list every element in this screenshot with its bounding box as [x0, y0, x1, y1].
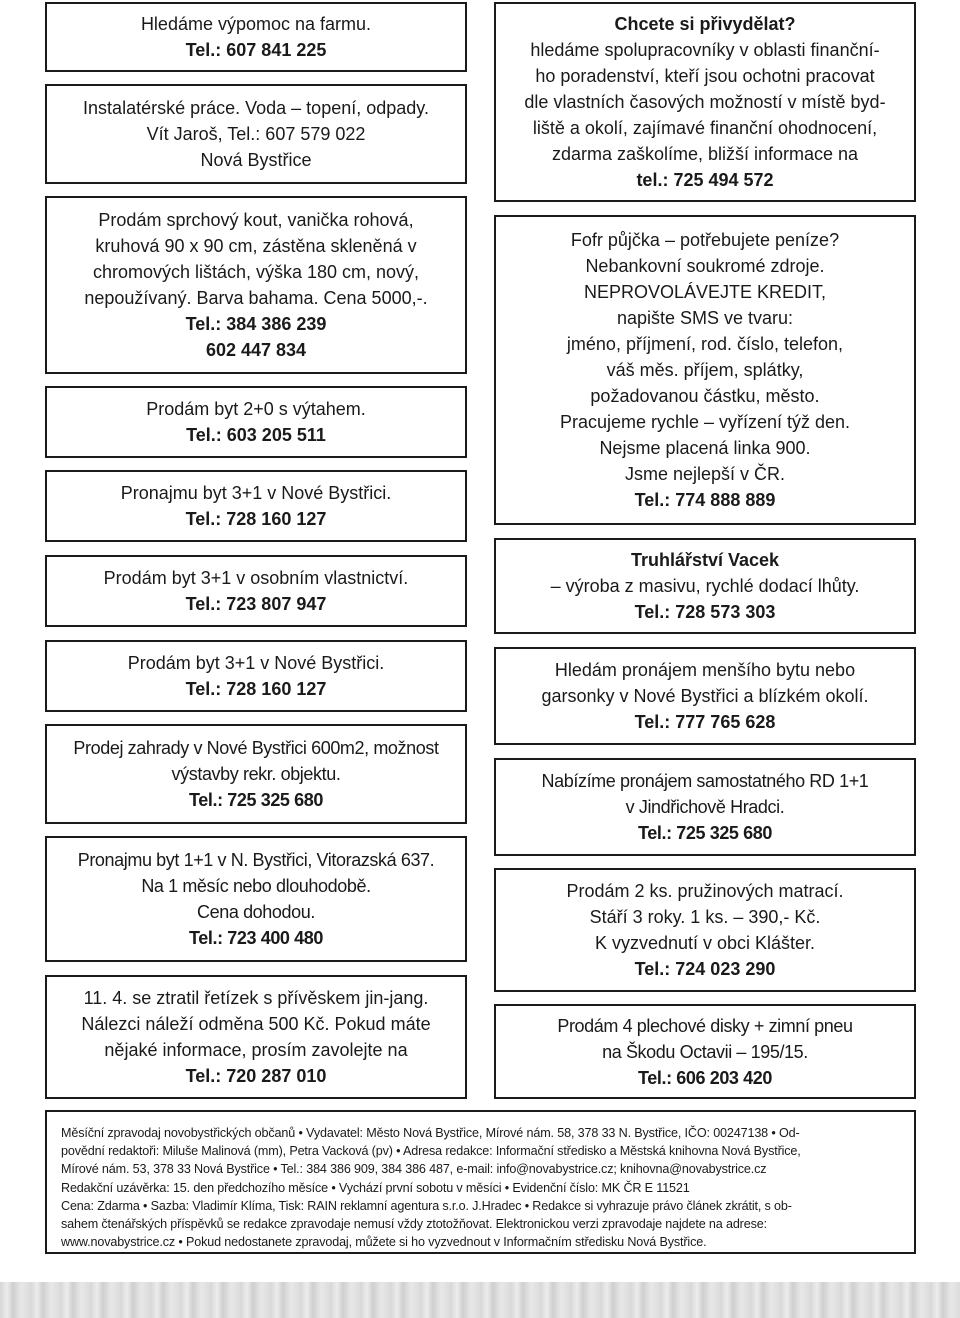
ad-heading: Truhlářství Vacek [630, 550, 780, 570]
imprint-line: Redakční uzávěrka: 15. den předchozího měsíce • Vychází první sobotu v měsíci • Evidenční číslo: MK ČR E 11521 [61, 1180, 690, 1195]
ad-line: 11. 4. se ztratil řetízek s přívěskem jin-jang. [83, 988, 429, 1008]
ad-phone: Tel.: 723 400 480 [189, 928, 323, 948]
ad-line: K vyzvednutí v obci Klášter. [594, 933, 816, 953]
ad-phone: Tel.: 728 160 127 [185, 509, 327, 529]
ad-line: váš měs. příjem, splátky, [606, 360, 804, 380]
ad-flat-3-1-nb [45, 640, 467, 712]
ad-phone: Tel.: 723 807 947 [185, 594, 327, 614]
ad-line: v Jindřichově Hradci. [625, 797, 785, 817]
ad-plumbing [45, 84, 467, 184]
ad-mattresses [494, 868, 916, 992]
ad-line: Cena dohodou. [197, 902, 315, 922]
ad-line: Pracujeme rychle – vyřízení týž den. [559, 412, 851, 432]
ad-line: Prodám 2 ks. pružinových matrací. [566, 881, 844, 901]
ad-flat-3-1-ownership [45, 555, 467, 627]
ad-line: Nabízíme pronájem samostatného RD 1+1 [541, 771, 869, 791]
ad-phone: Tel.: 728 160 127 [185, 679, 327, 699]
ad-line: jméno, příjmení, rod. číslo, telefon, [566, 334, 844, 354]
imprint-line: povědní redaktoři: Miluše Malinová (mm), Petra Vacková (pv) • Adresa redakce: Informační středisko a Městská knihovna Nová Bystřice, [61, 1144, 801, 1159]
ad-farm-help [45, 2, 467, 72]
ad-line: Prodám byt 3+1 v osobním vlastnictví. [103, 568, 409, 588]
ad-side-income [494, 2, 916, 202]
ad-line: Hledáme výpomoc na farmu. [140, 14, 372, 34]
ad-line: Prodej zahrady v Nové Bystřici 600m2, možnost [73, 738, 439, 758]
ad-line: Fofr půjčka – potřebujete peníze? [570, 230, 840, 250]
ad-line: Nebankovní soukromé zdroje. [585, 256, 825, 276]
ad-line: Vít Jaroš, Tel.: 607 579 022 [146, 124, 366, 144]
ad-phone: Tel.: 607 841 225 [185, 40, 327, 60]
ad-line: zdarma zaškolíme, bližší informace na [551, 144, 859, 164]
ad-phone: Tel.: 603 205 511 [186, 425, 326, 445]
ad-loan [494, 215, 916, 525]
imprint-line: www.novabystrice.cz • Pokud nedostanete zpravodaj, můžete si ho vyzvednout v Informačním středisku Nová Bystřice. [61, 1235, 707, 1250]
ad-phone: Tel.: 777 765 628 [634, 712, 776, 732]
ad-garden [45, 724, 467, 824]
ad-line: Stáří 3 roky. 1 ks. – 390,- Kč. [589, 907, 821, 927]
ad-line: Prodám byt 3+1 v Nové Bystřici. [127, 653, 385, 673]
ad-line: napište SMS ve tvaru: [616, 308, 794, 328]
ad-line: liště a okolí, zajímavé finanční ohodnocení, [532, 118, 878, 138]
ad-line: nepoužívaný. Barva bahama. Cena 5000,-. [84, 288, 428, 308]
ad-line: požadovanou částku, město. [590, 386, 820, 406]
imprint-line: Mírové nám. 53, 378 33 Nová Bystřice • Tel.: 384 386 909, 384 386 487, e-mail: info@novabystrice.cz; knihovna@novabystrice.cz [61, 1162, 767, 1177]
ad-line: kruhová 90 x 90 cm, zástěna skleněná v [95, 236, 417, 256]
imprint-footer [45, 1110, 916, 1254]
ad-line: Nálezci náleží odměna 500 Kč. Pokud máte [81, 1014, 431, 1034]
ad-rent-3-1 [45, 470, 467, 542]
ad-line: Nová Bystřice [200, 150, 312, 170]
ad-line: výstavby rekr. objektu. [171, 764, 341, 784]
ad-carpentry [494, 538, 916, 634]
ad-line: Hledám pronájem menšího bytu nebo [554, 660, 856, 680]
ad-line: Prodám byt 2+0 s výtahem. [146, 399, 366, 419]
ad-line: garsonky v Nové Bystřici a blízkém okolí. [541, 686, 869, 706]
imprint-line: sahem čtenářských příspěvků se redakce zpravodaje nemusí vždy ztotožňovat. Elektronickou verzi zpravodaje najdete na adrese: [61, 1217, 767, 1232]
ad-phone: Tel.: 725 325 680 [189, 790, 323, 810]
ad-line: Jsme nejlepší v ČR. [624, 464, 786, 484]
ad-line: Prodám 4 plechové disky + zimní pneu [557, 1015, 853, 1036]
ad-line: na Škodu Octavii – 195/15. [602, 1041, 808, 1062]
ad-phone: Tel.: 606 203 420 [638, 1067, 772, 1088]
ad-heading: Chcete si přivydělat? [614, 14, 796, 34]
ad-shower [45, 196, 467, 374]
ad-phone: Tel.: 725 325 680 [638, 823, 772, 843]
ad-phone: Tel.: 774 888 889 [634, 490, 776, 510]
ad-house-rent [494, 758, 916, 856]
ad-line: NEPROVOLÁVEJTE KREDIT, [583, 282, 827, 302]
ad-phone: tel.: 725 494 572 [636, 170, 774, 190]
ad-line: Prodám sprchový kout, vanička rohová, [98, 210, 414, 230]
ad-rent-1-1 [45, 836, 467, 962]
ad-phone: 602 447 834 [205, 340, 307, 360]
ad-line: Nejsme placená linka 900. [599, 438, 811, 458]
ad-phone: Tel.: 728 573 303 [634, 602, 776, 622]
ad-line: hledáme spolupracovníky v oblasti finanční- [530, 40, 880, 60]
ad-line: – výroba z masivu, rychlé dodací lhůty. [550, 576, 860, 596]
ad-line: nějaké informace, prosím zavolejte na [104, 1040, 408, 1060]
ad-phone: Tel.: 724 023 290 [634, 959, 776, 979]
ad-lost-chain [45, 975, 467, 1099]
ad-wheels [494, 1004, 916, 1099]
ad-line: Na 1 měsíc nebo dlouhodobě. [141, 876, 371, 896]
ad-phone: Tel.: 384 386 239 [185, 314, 327, 334]
ad-flat-2-0 [45, 386, 467, 458]
ad-phone: Tel.: 720 287 010 [185, 1066, 327, 1086]
ad-line: Instalatérské práce. Voda – topení, odpady. [83, 98, 429, 118]
imprint-line: Cena: Zdarma • Sazba: Vladimír Klíma, Tisk: RAIN reklamní agentura s.r.o. J.Hradec • Redakce si vyhrazuje právo článek zkrátit, s ob- [61, 1198, 792, 1213]
ad-line: Pronajmu byt 3+1 v Nové Bystřici. [120, 483, 392, 503]
ad-line: chromových lištách, výška 180 cm, nový, [92, 262, 420, 282]
decorative-bottom-strip [0, 1282, 960, 1318]
imprint-line: Měsíční zpravodaj novobystřických občanů • Vydavatel: Město Nová Bystřice, Mírové nám. 58, 378 33 N. Bystřice, IČO: 00247138 • Od- [61, 1126, 800, 1140]
ad-line: Pronajmu byt 1+1 v N. Bystřici, Vitorazská 637. [77, 850, 435, 870]
ad-seek-flat [494, 647, 916, 745]
ad-line: ho poradenství, kteří jsou ochotni pracovat [535, 66, 875, 86]
ad-line: dle vlastních časových možností v místě byd- [524, 92, 886, 112]
